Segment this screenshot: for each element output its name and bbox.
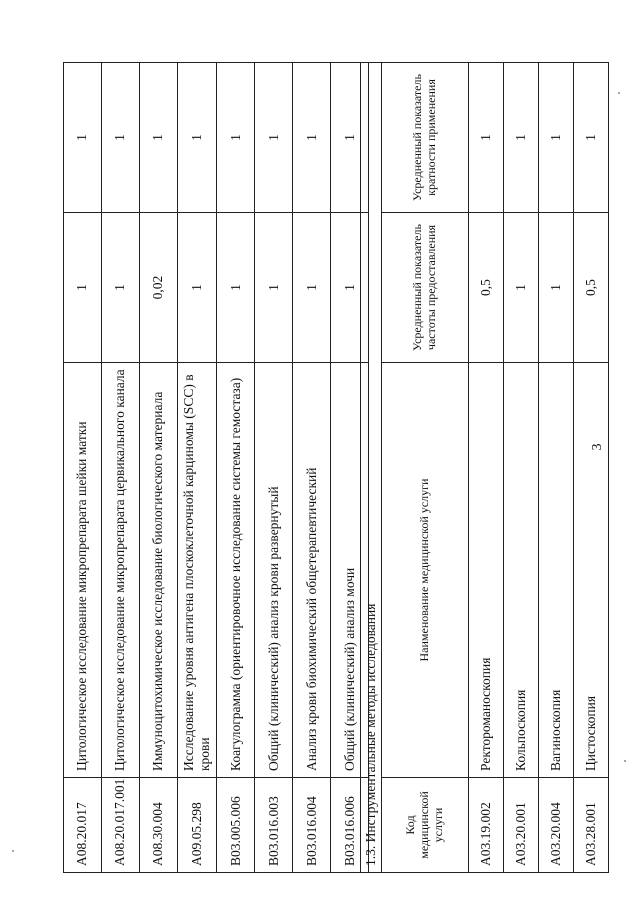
service-code: A09.05.298 [178,778,217,873]
service-code: A03.20.004 [539,778,574,873]
table-row [217,63,255,873]
service-code: A03.19.002 [469,778,504,873]
header-code: Код медицинской услуги [382,778,469,873]
service-code: A03.28.001 [574,778,609,873]
service-name: Общий (клинический) анализ мочи [331,363,369,778]
frequency-value: 1 [255,213,293,363]
table-row [504,62,539,872]
multiplicity-value: 1 [217,63,255,213]
service-name: Кольпоскопия [504,363,539,778]
multiplicity-value: 1 [64,63,102,213]
service-name: Цитологическое исследование микропрепарата шейки матки [64,363,102,778]
frequency-value: 1 [293,213,331,363]
table-row [178,63,217,873]
table-row [255,63,293,873]
service-name: Иммуноцитохимическое исследование биологического материала [140,363,178,778]
frequency-value: 1 [64,213,102,363]
table-row [469,62,504,872]
service-name: Цитологическое исследование микропрепарата цервикального канала [102,363,140,778]
table-header-row [382,62,469,872]
lab-tests-table [63,62,369,873]
multiplicity-value: 1 [504,62,539,212]
frequency-value: 0,5 [469,213,504,363]
multiplicity-value: 1 [539,62,574,212]
frequency-value: 1 [217,213,255,363]
page-number: 3 [590,443,605,451]
service-name: Анализ крови биохимический общетерапевтический [293,363,331,778]
service-code: B03.016.006 [331,778,369,873]
section-title: 1.3. Инструментальные методы исследования [361,62,382,872]
multiplicity-value: 1 [102,63,140,213]
header-multiplicity: Усредненный показатель кратности применения [382,62,469,212]
scan-speck [12,850,14,852]
service-code: B03.005.006 [217,778,255,873]
service-code: A08.20.017 [64,778,102,873]
multiplicity-value: 1 [293,63,331,213]
table-row [293,63,331,873]
multiplicity-value: 1 [469,62,504,212]
service-name: Исследование уровня антигена плоскоклеточной карциномы (SCC) в крови [178,363,217,778]
multiplicity-value: 1 [140,63,178,213]
table-row [102,63,140,873]
scan-speck [624,760,626,762]
section-title-row [361,62,382,872]
service-code: A03.20.001 [504,778,539,873]
table-row [64,63,102,873]
frequency-value: 0,02 [140,213,178,363]
frequency-value: 1 [178,213,217,363]
service-name: Вагиноскопия [539,363,574,778]
frequency-value: 0,5 [574,213,609,363]
service-code: A08.30.004 [140,778,178,873]
scan-speck [618,92,620,94]
header-frequency: Усредненный показатель частоты предоставления [382,213,469,363]
service-code: A08.20.017.001 [102,778,140,873]
service-code: B03.016.003 [255,778,293,873]
table-row [539,62,574,872]
multiplicity-value: 1 [178,63,217,213]
service-name: Ректороманоскопия [469,363,504,778]
multiplicity-value: 1 [574,62,609,212]
frequency-value: 1 [504,213,539,363]
multiplicity-value: 1 [255,63,293,213]
service-name: Коагулограмма (ориентировочное исследование системы гемостаза) [217,363,255,778]
table-row [140,63,178,873]
service-code: B03.016.004 [293,778,331,873]
instrumental-methods-table [360,62,609,873]
frequency-value: 1 [102,213,140,363]
table-row [574,62,609,872]
frequency-value: 1 [539,213,574,363]
service-name: Общий (клинический) анализ крови развернутый [255,363,293,778]
header-name: Наименование медицинской услуги [382,363,469,778]
multiplicity-value: 1 [331,63,369,213]
service-name: Цистоскопия [574,363,609,778]
frequency-value: 1 [331,213,369,363]
